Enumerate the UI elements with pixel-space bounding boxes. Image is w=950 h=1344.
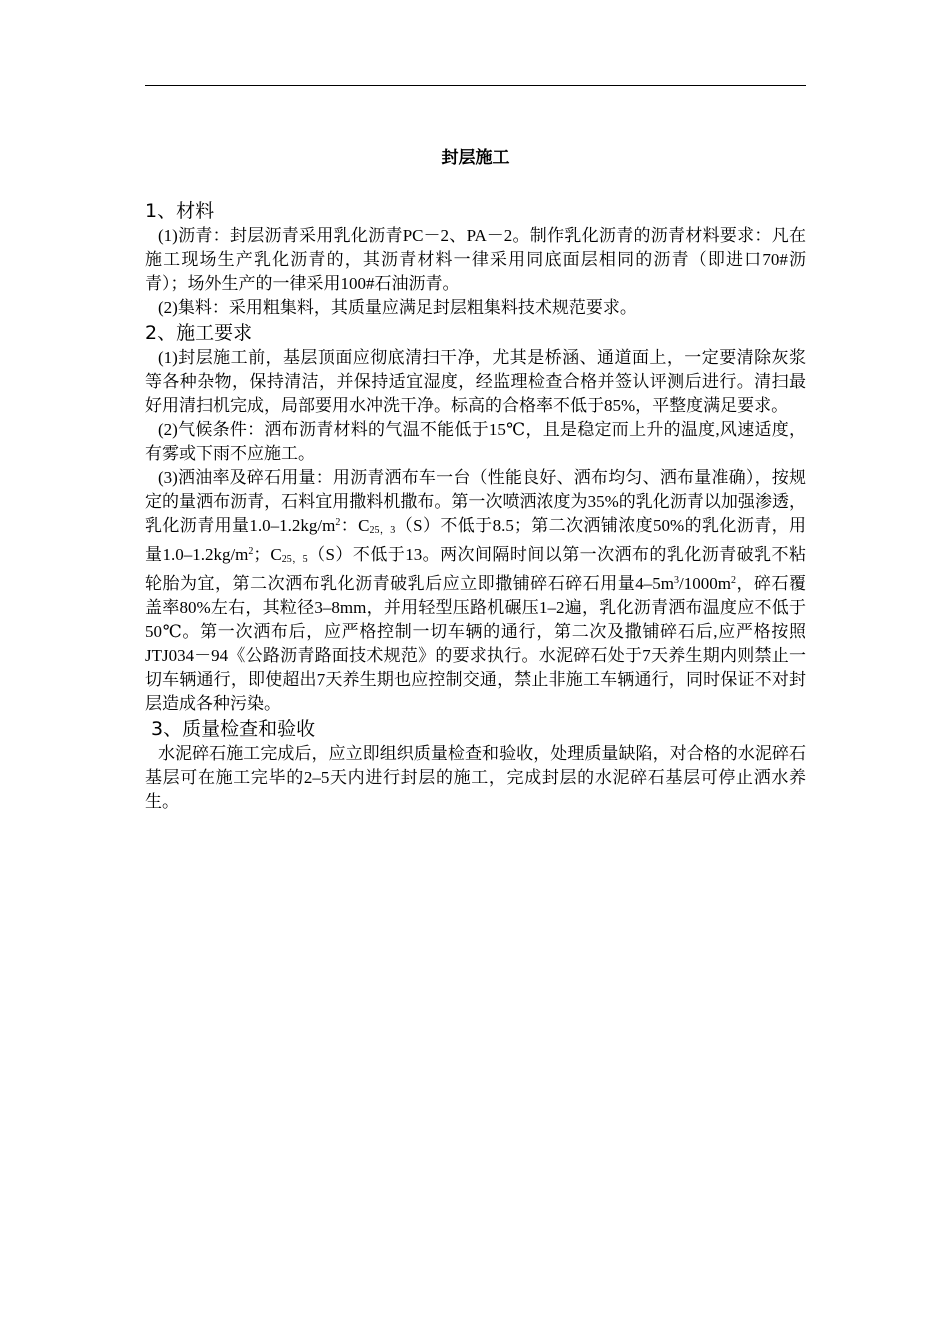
section-1-paragraph-1: (1)沥青：封层沥青采用乳化沥青PC－2、PA－2。制作乳化沥青的沥青材料要求：凡在施工现场生产乳化沥青的，其沥青材料一律采用同底面层相同的沥青（即进口70#沥青）；场外生产的一律采用100#石油沥青。: [145, 226, 806, 293]
section-2-paragraph-1: (1)封层施工前，基层顶面应彻底清扫干净，尤其是桥涵、通道面上，一定要清除灰浆等各种杂物，保持清洁，并保持适宜湿度，经监理检查合格并签认评测后进行。清扫最好用清扫机完成，局部要用水冲洗干净。标高的合格率不低于85%，平整度满足要求。: [145, 348, 806, 415]
section-1-heading: 1、材料: [145, 200, 215, 222]
section-3-paragraph-1: 水泥碎石施工完成后，应立即组织质量检查和验收，处理质量缺陷，对合格的水泥碎石基层可在施工完毕的2–5天内进行封层的施工，完成封层的水泥碎石基层可停止洒水养生。: [145, 744, 806, 811]
text-run: ；C: [253, 545, 282, 564]
text-run: /1000m: [679, 574, 731, 593]
superscript: 2: [730, 575, 736, 586]
text-run: （S）不低于13。两次间隔时间以第一次洒布的乳化沥青破乳不粘轮胎为宜，第二次洒布乳化沥青破乳后应立即撒铺碎石碎石用量4–5m: [145, 545, 806, 593]
subscript: 25，3: [369, 525, 396, 536]
document-body: [145, 140, 806, 814]
text-run: （S）不低于8.5；第二次洒铺浓度50%的乳化沥青，用量1.0–1.2kg/m: [145, 516, 806, 564]
section-2-heading: 2、施工要求: [145, 322, 253, 344]
document-title: 封层施工: [441, 148, 510, 168]
section-2-paragraph-2: (2)气候条件：洒布沥青材料的气温不能低于15℃，且是稳定而上升的温度,风速适度，有雾或下雨不应施工。: [145, 420, 806, 463]
text-run: ：C: [340, 516, 370, 535]
header-rule: [145, 85, 806, 86]
text-run: ，碎石覆盖率80%左右，其粒径3–8mm，并用轻型压路机碾压1–2遍，乳化沥青洒布温度应不低于50℃。第一次洒布后，应严格控制一切车辆的通行，第二次及撒铺碎石后,应严格按照JTJ034－94《公路沥青路面技术规范》的要求执行。水泥碎石处于7天养生期内则禁止一切车辆通行，即使超出7天养生期也应控制交通，禁止非施工车辆通行，同时保证不对封层造成各种污染。: [145, 574, 806, 713]
subscript: 25，5: [281, 554, 308, 565]
superscript: 2: [248, 546, 254, 557]
section-3-heading: 3、质量检查和验收: [151, 718, 316, 740]
superscript: 3: [674, 575, 679, 586]
section-2-paragraph-3: [145, 466, 806, 716]
text-run: (3)洒油率及碎石用量：用沥青洒布车一台（性能良好、洒布均匀、洒布量准确），按规定的量洒布沥青，石料宜用撒料机撒布。第一次喷洒浓度为35%的乳化沥青以加强渗透，乳化沥青用量1.0–1.2kg/m: [145, 468, 806, 535]
section-1-paragraph-2: (2)集料：采用粗集料，其质量应满足封层粗集料技术规范要求。: [158, 298, 637, 317]
superscript: 2: [335, 517, 341, 528]
